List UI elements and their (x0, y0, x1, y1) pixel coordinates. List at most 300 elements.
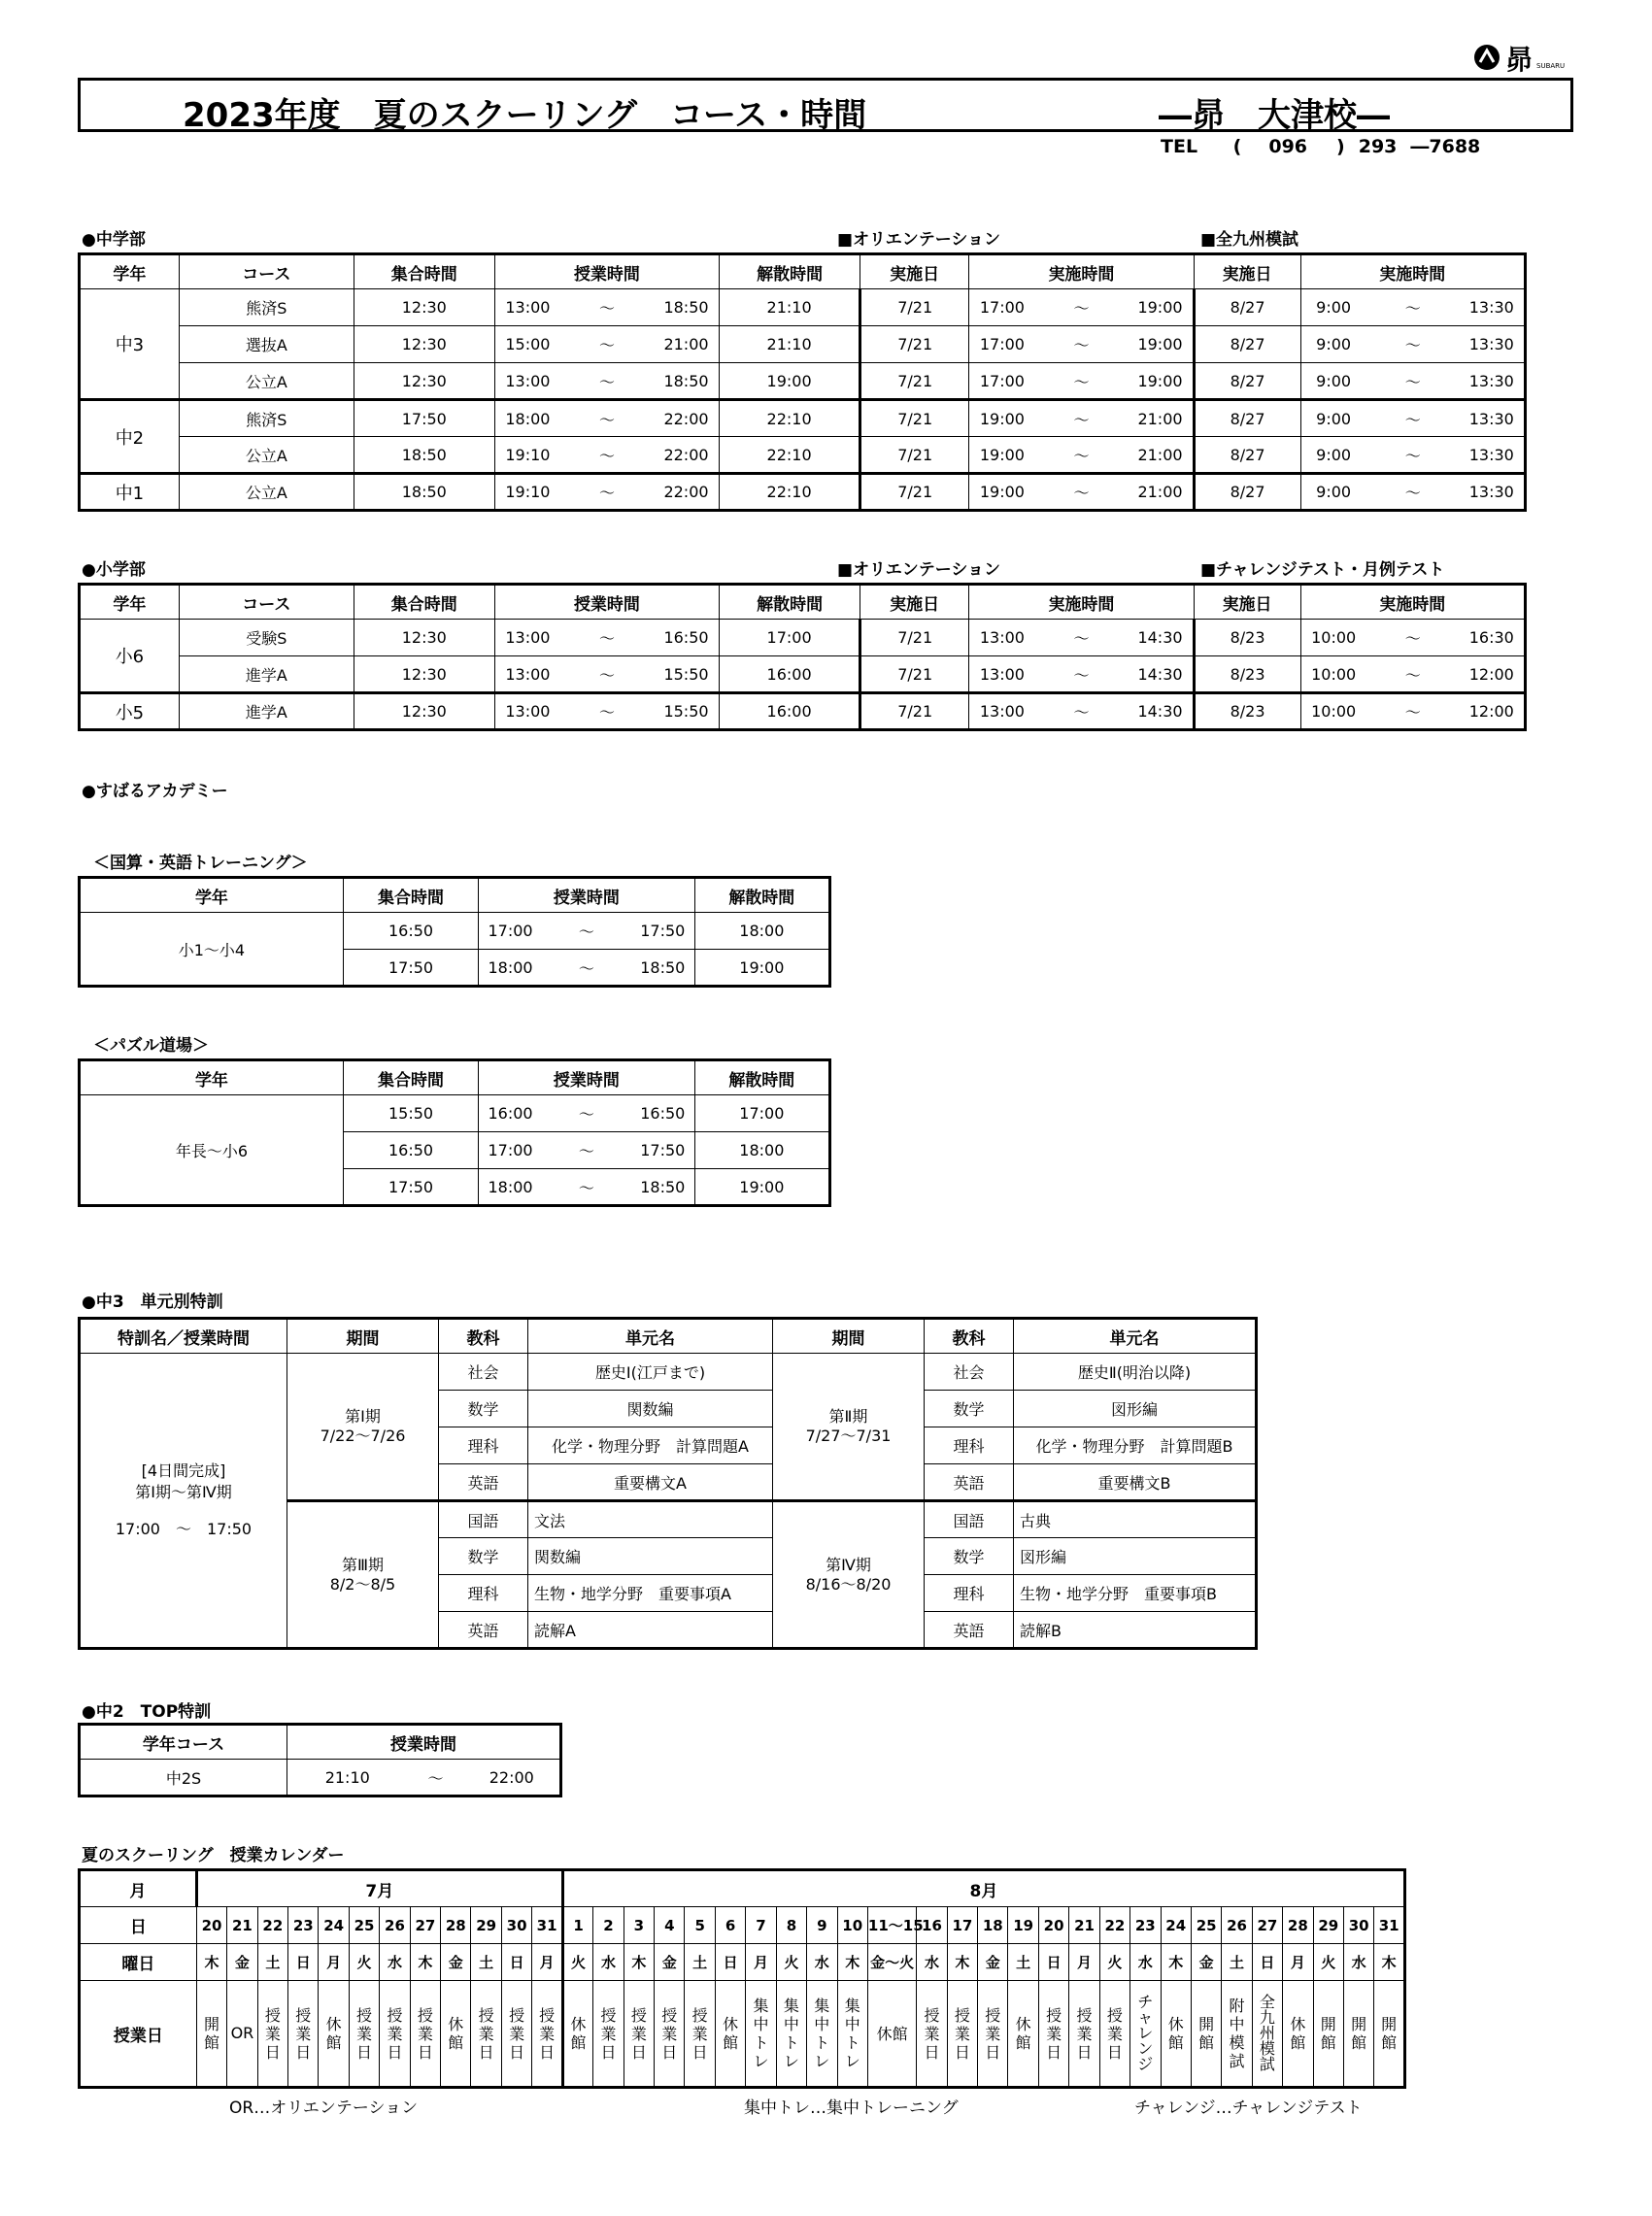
class-day-cell: 集中トレ (807, 1981, 837, 2088)
class-day-cell: 授業日 (624, 1981, 654, 2088)
weekday-cell: 月 (532, 1944, 563, 1981)
class-day-cell: 開館 (196, 1981, 226, 2088)
or-start: 19:00 (969, 437, 1035, 474)
class-start: 18:00 (479, 1169, 542, 1206)
course-cell: 公立A (179, 437, 354, 474)
table-row (80, 326, 1526, 363)
header-gather: 集合時間 (343, 1060, 478, 1095)
day-cell: 27 (410, 1907, 440, 1944)
legend-challenge: チャレンジ…チャレンジテスト (1134, 2098, 1363, 2118)
day-cell: 19 (1008, 1907, 1038, 1944)
tilde: ～ (1366, 400, 1460, 437)
header-grade: 学年 (80, 254, 180, 289)
special-periods: 第Ⅰ期～第Ⅳ期 (135, 1483, 232, 1501)
special-time: 17:00 ～ 17:50 (115, 1520, 253, 1538)
or-start: 17:00 (969, 289, 1035, 326)
day-cell: 7 (746, 1907, 776, 1944)
class-day-cell: 授業日 (655, 1981, 685, 2088)
test-end: 12:00 (1460, 693, 1526, 730)
tilde: ～ (542, 950, 631, 987)
period-dates: 7/22～7/26 (320, 1427, 406, 1445)
header-class-time: 授業時間 (287, 1725, 561, 1760)
tilde: ～ (560, 693, 654, 730)
day-cell: 11～15 (867, 1907, 916, 1944)
table-row (80, 289, 1526, 326)
or-start: 17:00 (969, 363, 1035, 400)
day-cell: 21 (1069, 1907, 1099, 1944)
weekday-cell: 金 (1191, 1944, 1221, 1981)
special-training-table (78, 1317, 1258, 1650)
period-1-cell (287, 1354, 439, 1501)
class-end: 17:50 (631, 913, 694, 950)
logo (1472, 41, 1579, 76)
class-start: 19:10 (494, 437, 560, 474)
class-day-cell: 授業日 (288, 1981, 319, 2088)
class-end: 16:50 (654, 620, 720, 656)
tel-middle: 293 (1358, 136, 1398, 157)
gather-cell: 12:30 (354, 693, 494, 730)
day-cell: 8 (776, 1907, 806, 1944)
weekday-cell: 金 (978, 1944, 1008, 1981)
header-gather: 集合時間 (354, 585, 494, 620)
or-end: 21:00 (1128, 437, 1194, 474)
table-row (80, 656, 1526, 693)
gather-cell: 12:30 (354, 363, 494, 400)
gather-cell: 17:50 (343, 950, 478, 987)
grade-cell: 中1 (80, 474, 180, 511)
class-start: 18:00 (494, 400, 560, 437)
test-end: 12:00 (1460, 656, 1526, 693)
month-cell: 7月 (196, 1870, 562, 1907)
unit-cell: 歴史Ⅱ(明治以降) (1014, 1354, 1257, 1391)
tilde: ～ (542, 1169, 631, 1206)
day-cell: 22 (1099, 1907, 1129, 1944)
or-start: 13:00 (969, 693, 1035, 730)
test-date-cell: 8/23 (1194, 693, 1300, 730)
day-cell: 20 (196, 1907, 226, 1944)
header-dismiss: 解散時間 (720, 254, 860, 289)
header-cell: 教科 (439, 1319, 528, 1354)
day-cell: 16 (917, 1907, 947, 1944)
header-cell: 期間 (773, 1319, 925, 1354)
header-dismiss: 解散時間 (720, 585, 860, 620)
header-course: コース (179, 585, 354, 620)
dismiss-cell: 21:10 (720, 326, 860, 363)
unit-cell: 図形編 (1014, 1391, 1257, 1427)
gather-cell: 18:50 (354, 474, 494, 511)
header-or-time: 実施時間 (969, 585, 1194, 620)
table-row (80, 1095, 830, 1132)
unit-cell: 化学・物理分野 計算問題B (1014, 1427, 1257, 1464)
unit-cell: 文法 (528, 1501, 773, 1538)
tilde: ～ (1366, 326, 1460, 363)
or-end: 19:00 (1128, 289, 1194, 326)
row-label-month: 月 (80, 1870, 197, 1907)
class-end: 18:50 (631, 950, 694, 987)
table-row (80, 693, 1526, 730)
gather-cell: 18:50 (354, 437, 494, 474)
or-date-cell: 7/21 (860, 620, 969, 656)
test-start: 9:00 (1300, 474, 1366, 511)
table-row (80, 1760, 561, 1796)
header-test-date: 実施日 (1194, 254, 1300, 289)
table-row (80, 437, 1526, 474)
table-row (80, 363, 1526, 400)
or-date-cell: 7/21 (860, 437, 969, 474)
test-date-cell: 8/23 (1194, 620, 1300, 656)
test-start: 10:00 (1300, 620, 1366, 656)
test-date-cell: 8/27 (1194, 363, 1300, 400)
or-date-cell: 7/21 (860, 289, 969, 326)
class-start: 13:00 (494, 363, 560, 400)
weekday-cell: 月 (1069, 1944, 1099, 1981)
or-end: 19:00 (1128, 326, 1194, 363)
course-cell: 進学A (179, 656, 354, 693)
test-date-cell: 8/23 (1194, 656, 1300, 693)
gather-cell: 12:30 (354, 620, 494, 656)
or-end: 14:30 (1128, 620, 1194, 656)
weekday-cell: 火 (562, 1944, 592, 1981)
dismiss-cell: 21:10 (720, 289, 860, 326)
weekday-cell: 日 (1252, 1944, 1282, 1981)
dismiss-cell: 16:00 (720, 693, 860, 730)
gather-cell: 12:30 (354, 326, 494, 363)
class-day-cell: 休館 (319, 1981, 349, 2088)
training-heading: ＜国算・英語トレーニング＞ (93, 854, 308, 873)
header-or-date: 実施日 (860, 254, 969, 289)
class-end: 22:00 (654, 437, 720, 474)
subject-cell: 数学 (439, 1538, 528, 1575)
day-cell: 22 (257, 1907, 287, 1944)
class-end: 15:50 (654, 693, 720, 730)
class-end: 15:50 (654, 656, 720, 693)
day-cell: 23 (1130, 1907, 1161, 1944)
class-day-cell: 授業日 (1038, 1981, 1068, 2088)
or-date-cell: 7/21 (860, 656, 969, 693)
subject-cell: 英語 (439, 1612, 528, 1649)
weekday-cell: 火 (1313, 1944, 1343, 1981)
day-cell: 21 (227, 1907, 257, 1944)
day-cell: 17 (947, 1907, 977, 1944)
tilde: ～ (560, 326, 654, 363)
or-start: 13:00 (969, 620, 1035, 656)
test-date-cell: 8/27 (1194, 326, 1300, 363)
tilde: ～ (560, 400, 654, 437)
class-day-cell: 授業日 (501, 1981, 531, 2088)
class-day-cell: 授業日 (685, 1981, 715, 2088)
header-course: コース (179, 254, 354, 289)
class-end: 16:50 (631, 1095, 694, 1132)
tilde: ～ (1035, 620, 1129, 656)
or-start: 19:00 (969, 400, 1035, 437)
weekday-cell: 水 (807, 1944, 837, 1981)
day-cell: 18 (978, 1907, 1008, 1944)
or-date-cell: 7/21 (860, 326, 969, 363)
day-cell: 28 (441, 1907, 471, 1944)
day-cell: 4 (655, 1907, 685, 1944)
class-day-cell: 休館 (441, 1981, 471, 2088)
elementary-school-table (78, 583, 1527, 731)
day-cell: 24 (1161, 1907, 1191, 1944)
test-start: 9:00 (1300, 363, 1366, 400)
test-end: 13:30 (1460, 400, 1526, 437)
day-cell: 28 (1283, 1907, 1313, 1944)
tel-line: TEL ( 096 ) 293 ―7688 (1161, 136, 1481, 157)
month-cell: 8月 (562, 1870, 1404, 1907)
day-cell: 31 (1374, 1907, 1405, 1944)
tilde: ～ (1035, 289, 1129, 326)
class-day-cell: 休館 (1161, 1981, 1191, 2088)
weekday-cell: 水 (1343, 1944, 1373, 1981)
test-end: 13:30 (1460, 326, 1526, 363)
class-day-cell: 全九州模試 (1252, 1981, 1282, 2088)
course-cell: 熊済S (179, 289, 354, 326)
header-course: 学年コース (80, 1725, 287, 1760)
period-name: 第Ⅰ期 (345, 1407, 381, 1426)
course-cell: 受験S (179, 620, 354, 656)
period-2-cell (773, 1354, 925, 1501)
class-start: 17:00 (479, 1132, 542, 1169)
grade-cell: 中3 (80, 289, 180, 400)
period-name: 第Ⅲ期 (341, 1555, 385, 1574)
weekday-cell: 金～火 (867, 1944, 916, 1981)
weekday-cell: 日 (501, 1944, 531, 1981)
tilde: ～ (1366, 620, 1460, 656)
tel-last: 7688 (1429, 136, 1481, 157)
weekday-cell: 火 (776, 1944, 806, 1981)
unit-cell: 化学・物理分野 計算問題A (528, 1427, 773, 1464)
weekday-cell: 水 (917, 1944, 947, 1981)
period-dates: 7/27～7/31 (805, 1427, 892, 1445)
test-start: 9:00 (1300, 437, 1366, 474)
weekday-cell: 木 (196, 1944, 226, 1981)
class-day-cell: 開館 (1374, 1981, 1405, 2088)
class-end: 18:50 (631, 1169, 694, 1206)
class-end: 22:00 (654, 400, 720, 437)
table-row (80, 620, 1526, 656)
subject-cell: 国語 (925, 1501, 1014, 1538)
middle-school-table (78, 252, 1527, 512)
row-label-weekday: 曜日 (80, 1944, 197, 1981)
tilde: ～ (560, 620, 654, 656)
subject-cell: 理科 (925, 1427, 1014, 1464)
weekday-cell: 木 (410, 1944, 440, 1981)
header-cell: 特訓名／授業時間 (80, 1319, 287, 1354)
class-start: 13:00 (494, 289, 560, 326)
day-cell: 20 (1038, 1907, 1068, 1944)
day-cell: 2 (593, 1907, 624, 1944)
weekday-cell: 水 (593, 1944, 624, 1981)
or-end: 14:30 (1128, 693, 1194, 730)
class-end: 18:50 (654, 289, 720, 326)
dismiss-cell: 22:10 (720, 437, 860, 474)
or-end: 21:00 (1128, 474, 1194, 511)
day-cell: 30 (1343, 1907, 1373, 1944)
class-day-cell: 授業日 (1099, 1981, 1129, 2088)
weekday-cell: 火 (349, 1944, 379, 1981)
header-cell: 単元名 (1014, 1319, 1257, 1354)
header-class-time: 授業時間 (494, 585, 719, 620)
day-cell: 3 (624, 1907, 654, 1944)
gather-cell: 16:50 (343, 913, 478, 950)
special-title: [4日間完成] (141, 1461, 226, 1480)
day-cell: 9 (807, 1907, 837, 1944)
class-day-cell: 授業日 (410, 1981, 440, 2088)
elementary-test-heading: ■チャレンジテスト・月例テスト (1200, 560, 1445, 580)
header-grade: 学年 (80, 585, 180, 620)
weekday-cell: 木 (1161, 1944, 1191, 1981)
row-label-class: 授業日 (80, 1981, 197, 2088)
school-name: ―昴 大津校― (1159, 96, 1390, 135)
gather-cell: 15:50 (343, 1095, 478, 1132)
class-end: 17:50 (631, 1132, 694, 1169)
test-end: 13:30 (1460, 363, 1526, 400)
header-grade: 学年 (80, 1060, 344, 1095)
class-day-cell: 休館 (562, 1981, 592, 2088)
weekday-cell: 土 (1008, 1944, 1038, 1981)
header-class-time: 授業時間 (479, 878, 694, 913)
weekday-cell: 日 (288, 1944, 319, 1981)
day-cell: 25 (1191, 1907, 1221, 1944)
weekday-cell: 金 (655, 1944, 685, 1981)
unit-cell: 図形編 (1014, 1538, 1257, 1575)
tilde: ～ (1035, 437, 1129, 474)
class-start: 16:00 (479, 1095, 542, 1132)
header-cell: 教科 (925, 1319, 1014, 1354)
calendar-table (78, 1868, 1406, 2089)
header-cell: 期間 (287, 1319, 439, 1354)
class-end: 18:50 (654, 363, 720, 400)
tilde: ～ (560, 363, 654, 400)
middle-or-heading: ■オリエンテーション (837, 230, 1001, 250)
weekday-cell: 月 (746, 1944, 776, 1981)
class-end: 21:00 (654, 326, 720, 363)
special-heading: ●中3 単元別特訓 (82, 1293, 223, 1312)
header-test-date: 実施日 (1194, 585, 1300, 620)
logo-mark-icon (1472, 43, 1501, 72)
test-end: 16:30 (1460, 620, 1526, 656)
class-start: 13:00 (494, 656, 560, 693)
training-table (78, 876, 831, 988)
header-or-date: 実施日 (860, 585, 969, 620)
test-start: 10:00 (1300, 656, 1366, 693)
weekday-cell: 金 (441, 1944, 471, 1981)
class-day-cell: 授業日 (471, 1981, 501, 2088)
tilde: ～ (560, 656, 654, 693)
day-cell: 29 (471, 1907, 501, 1944)
gather-cell: 17:50 (343, 1169, 478, 1206)
weekday-cell: 木 (624, 1944, 654, 1981)
period-name: 第Ⅳ期 (826, 1555, 871, 1574)
day-cell: 5 (685, 1907, 715, 1944)
class-day-cell: 授業日 (593, 1981, 624, 2088)
tilde: ～ (542, 913, 631, 950)
test-start: 10:00 (1300, 693, 1366, 730)
class-day-cell: 授業日 (257, 1981, 287, 2088)
calendar-heading: 夏のスクーリング 授業カレンダー (82, 1846, 345, 1865)
or-start: 19:00 (969, 474, 1035, 511)
header-class-time: 授業時間 (479, 1060, 694, 1095)
subject-cell: 英語 (925, 1464, 1014, 1501)
test-date-cell: 8/27 (1194, 289, 1300, 326)
tilde: ～ (1366, 474, 1460, 511)
unit-cell: 関数編 (528, 1391, 773, 1427)
day-cell: 24 (319, 1907, 349, 1944)
class-start: 19:10 (494, 474, 560, 511)
gather-cell: 12:30 (354, 656, 494, 693)
weekday-cell: 水 (1130, 1944, 1161, 1981)
course-cell: 中2S (80, 1760, 287, 1796)
tilde: ～ (1035, 363, 1129, 400)
tilde: ～ (1035, 326, 1129, 363)
header-gather: 集合時間 (343, 878, 478, 913)
class-start: 18:00 (479, 950, 542, 987)
subject-cell: 数学 (439, 1391, 528, 1427)
weekday-cell: 土 (471, 1944, 501, 1981)
day-cell: 6 (715, 1907, 745, 1944)
tel-area: 096 (1268, 136, 1308, 157)
unit-cell: 重要構文A (528, 1464, 773, 1501)
table-row (80, 474, 1526, 511)
middle-heading: ●中学部 (82, 230, 146, 250)
grade-cell: 中2 (80, 400, 180, 474)
row-label-day: 日 (80, 1907, 197, 1944)
class-day-cell: 附中模試 (1222, 1981, 1252, 2088)
subject-cell: 理科 (925, 1575, 1014, 1612)
dismiss-cell: 19:00 (720, 363, 860, 400)
tilde: ～ (542, 1095, 631, 1132)
header-dismiss: 解散時間 (694, 878, 829, 913)
weekday-cell: 木 (837, 1944, 867, 1981)
gather-cell: 16:50 (343, 1132, 478, 1169)
day-cell: 10 (837, 1907, 867, 1944)
class-day-cell: 授業日 (380, 1981, 410, 2088)
weekday-cell: 火 (1099, 1944, 1129, 1981)
tilde: ～ (560, 437, 654, 474)
tilde: ～ (1035, 656, 1129, 693)
unit-cell: 重要構文B (1014, 1464, 1257, 1501)
tilde: ～ (1035, 474, 1129, 511)
dismiss-cell: 19:00 (694, 950, 829, 987)
class-day-cell: 開館 (1343, 1981, 1373, 2088)
test-date-cell: 8/27 (1194, 400, 1300, 437)
tilde: ～ (1035, 400, 1129, 437)
test-end: 13:30 (1460, 474, 1526, 511)
dismiss-cell: 16:00 (720, 656, 860, 693)
unit-cell: 生物・地学分野 重要事項A (528, 1575, 773, 1612)
weekday-cell: 日 (1038, 1944, 1068, 1981)
weekday-cell: 土 (1222, 1944, 1252, 1981)
grade-cell: 小5 (80, 693, 180, 730)
gather-cell: 12:30 (354, 289, 494, 326)
puzzle-heading: ＜パズル道場＞ (93, 1036, 209, 1056)
test-start: 9:00 (1300, 326, 1366, 363)
grade-cell: 年長～小6 (80, 1095, 344, 1206)
dismiss-cell: 17:00 (720, 620, 860, 656)
or-start: 13:00 (969, 656, 1035, 693)
top-training-table (78, 1723, 562, 1797)
day-cell: 31 (532, 1907, 563, 1944)
header-cell: 単元名 (528, 1319, 773, 1354)
day-cell: 27 (1252, 1907, 1282, 1944)
or-date-cell: 7/21 (860, 474, 969, 511)
legend-training: 集中トレ…集中トレーニング (744, 2098, 959, 2118)
class-day-cell: 休館 (867, 1981, 916, 2088)
period-dates: 8/16～8/20 (805, 1574, 892, 1594)
class-day-cell: 授業日 (349, 1981, 379, 2088)
test-date-cell: 8/27 (1194, 474, 1300, 511)
elementary-or-heading: ■オリエンテーション (837, 560, 1001, 580)
